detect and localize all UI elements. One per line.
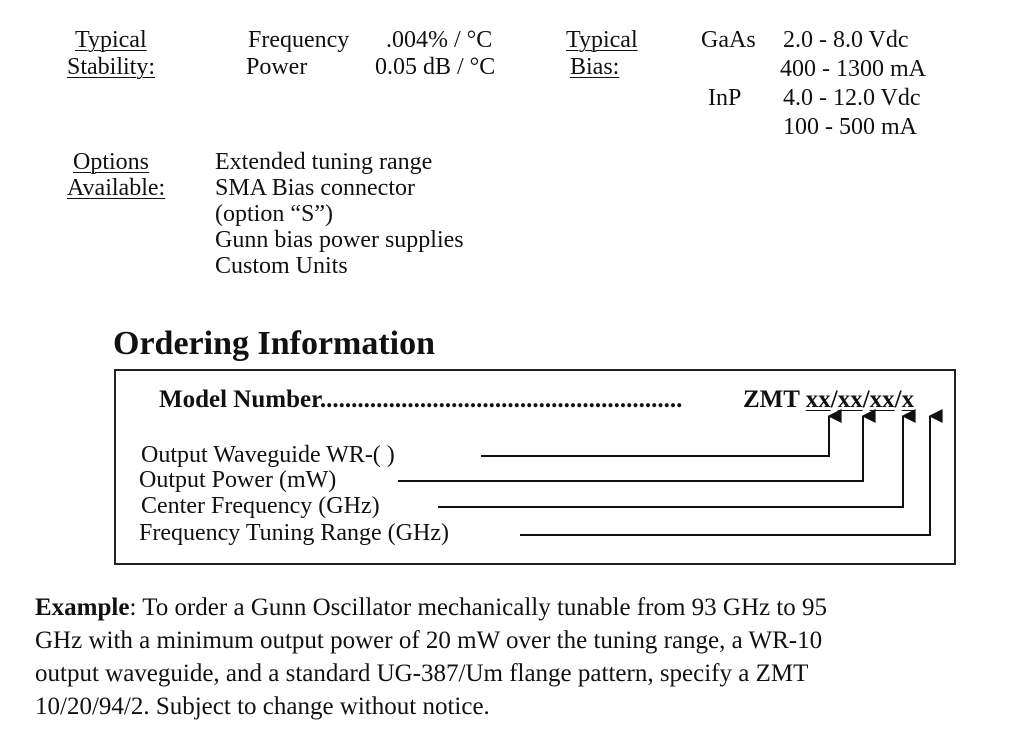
field-center-frequency: Center Frequency (GHz) <box>141 493 380 519</box>
segment-waveguide: xx <box>805 386 831 413</box>
leader-power-arrow <box>398 416 863 481</box>
stability-frequency-value: .004% / °C <box>386 27 493 53</box>
stability-label-line1: Typical <box>75 27 147 53</box>
options-label-line2: Available: <box>67 175 166 201</box>
bias-gaas-name: GaAs <box>701 27 756 53</box>
stability-power-value: 0.05 dB / °C <box>375 54 496 80</box>
model-number-label: Model Number <box>159 386 320 413</box>
bias-label-line2: Bias: <box>570 54 620 80</box>
option-item: Gunn bias power supplies <box>215 227 464 253</box>
option-item: Custom Units <box>215 253 348 279</box>
field-output-power: Output Power (mW) <box>139 467 337 493</box>
segment-tuning-range: x <box>901 386 915 413</box>
model-prefix: ZMT <box>743 386 800 413</box>
model-number-dots: .......................................................... <box>319 386 683 413</box>
example-label: Example <box>35 594 130 621</box>
bias-inp-current: 100 - 500 mA <box>783 114 917 140</box>
field-output-waveguide: Output Waveguide WR-( ) <box>141 442 395 468</box>
leader-waveguide-arrow <box>481 416 829 456</box>
bias-inp-voltage: 4.0 - 12.0 Vdc <box>783 85 921 111</box>
field-tuning-range: Frequency Tuning Range (GHz) <box>139 520 449 546</box>
option-item: SMA Bias connector <box>215 175 415 201</box>
bias-gaas-current: 400 - 1300 mA <box>780 56 926 82</box>
bias-gaas-voltage: 2.0 - 8.0 Vdc <box>783 27 909 53</box>
leader-tuning-range-arrow <box>520 416 930 535</box>
option-item: (option “S”) <box>215 201 333 227</box>
example-paragraph: Example: To order a Gunn Oscillator mechanically tunable from 93 GHz to 95 GHz with a minimum output power of 20 mW over the tuning range, a WR-10 output waveguide, and a standard UG-387/Um flange pattern, specify a ZMT 10/20/94/2. Subject to change without notice. <box>35 594 828 720</box>
model-code: ZMT xx/xx/xx/x <box>743 386 915 413</box>
bias-label-line1: Typical <box>566 27 638 53</box>
stability-power-name: Power <box>246 54 308 80</box>
segment-center-frequency: xx <box>869 386 895 413</box>
segment-power: xx <box>837 386 863 413</box>
options-label-line1: Options <box>73 149 150 175</box>
leader-center-frequency-arrow <box>438 416 903 507</box>
bias-inp-name: InP <box>708 85 742 111</box>
option-item: Extended tuning range <box>215 149 433 175</box>
stability-frequency-name: Frequency <box>248 27 350 53</box>
ordering-title: Ordering Information <box>113 325 436 362</box>
stability-label-line2: Stability: <box>67 54 156 80</box>
